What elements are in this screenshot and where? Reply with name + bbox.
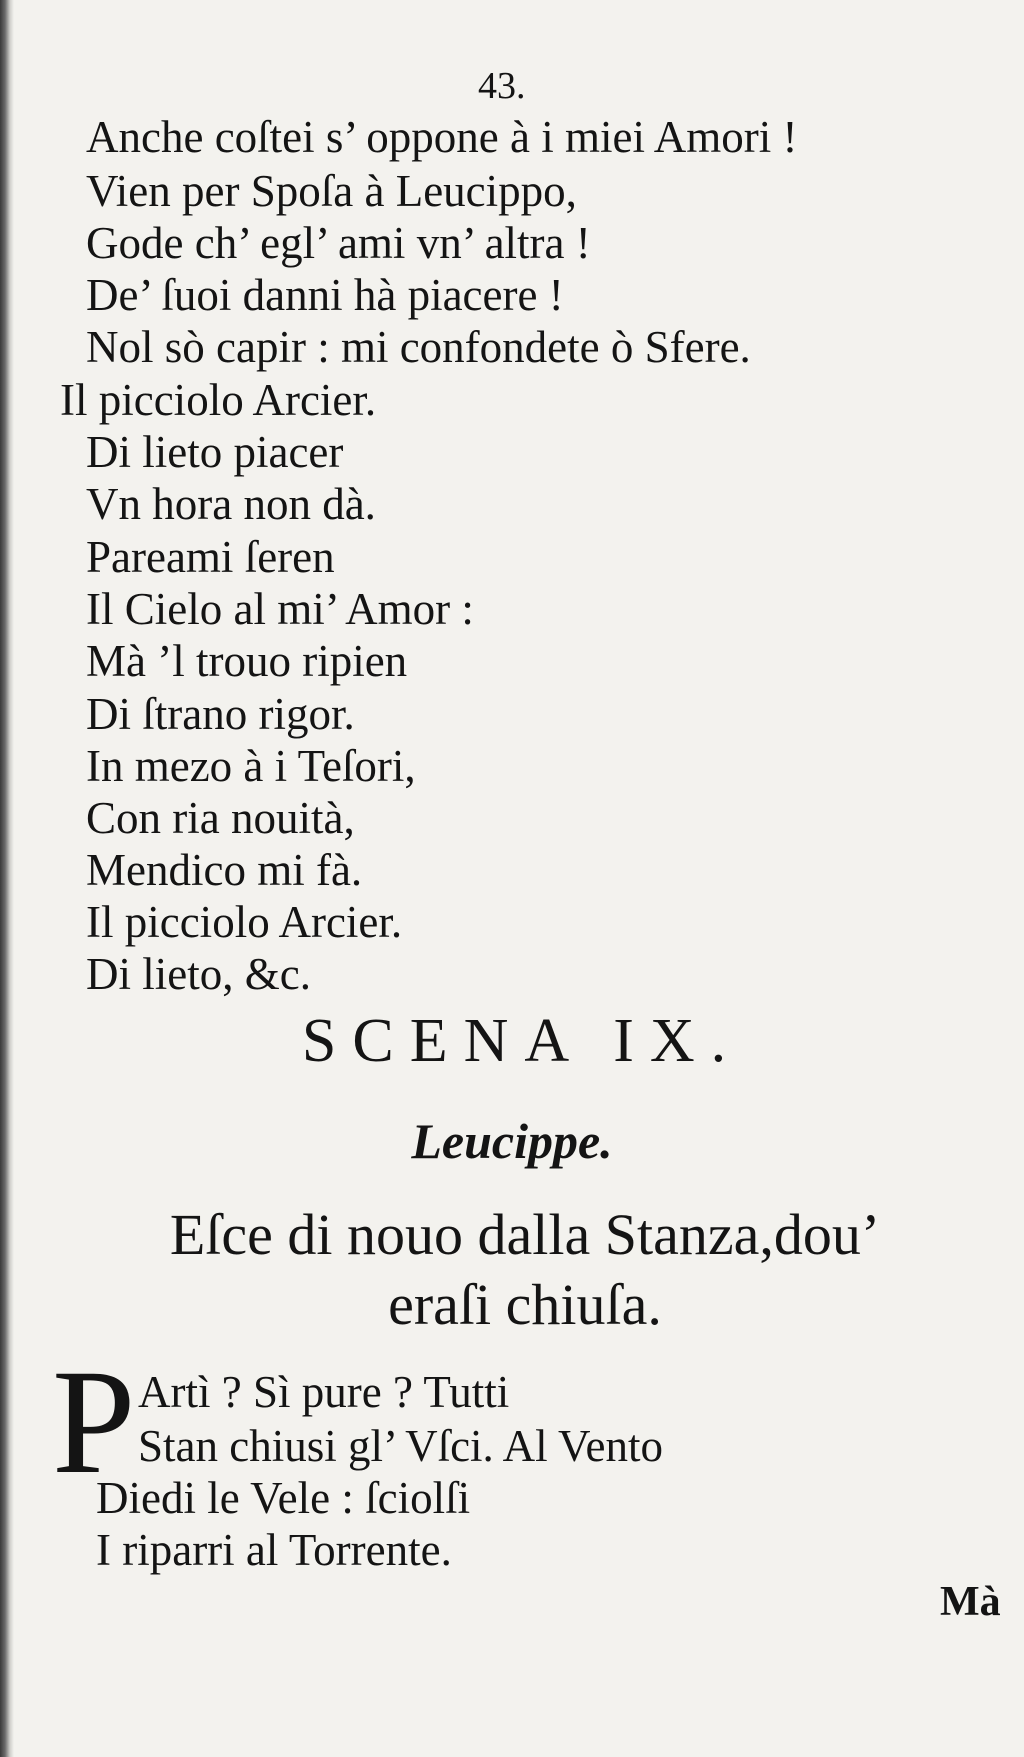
verse-line: Il picciolo Arcier. (86, 897, 403, 947)
verse-line: In mezo à i Teſori, (86, 741, 416, 791)
catchword: Mà (940, 1579, 1001, 1625)
verse-line: Mà ’l trouo ripien (86, 636, 408, 686)
verse-line: De’ ſuoi danni hà piacere ! (86, 270, 564, 320)
verse-line: Di lieto piacer (86, 427, 344, 477)
verse-line: Anche coſtei s’ oppone à i miei Amori ! (86, 112, 798, 162)
scene-title: SCENA IX. (301, 1007, 743, 1075)
verse-line: Il Cielo al mi’ Amor : (86, 584, 474, 634)
verse-line: Di lieto, &c. (86, 949, 311, 999)
verse-line: Vn hora non dà. (86, 479, 376, 529)
book-binding-edge (0, 0, 14, 1757)
character-name: Leucippe. (411, 1113, 613, 1169)
verse-line: Gode ch’ egl’ ami vn’ altra ! (86, 218, 591, 268)
drop-cap: P (52, 1339, 136, 1505)
verse-line: I riparri al Torrente. (96, 1525, 452, 1575)
stage-direction (60, 1200, 990, 1340)
verse-line: Stan chiusi gl’ Vſci. Al Vento (138, 1421, 663, 1471)
verse-line: Nol sò capir : mi confondete ò Sfere. (86, 322, 751, 372)
verse-line: Vien per Spoſa à Leucippo, (86, 166, 577, 216)
stage-direction-line: Eſce di nouo dalla Stanza,dou’ (169, 1202, 881, 1267)
stage-direction-line: eraſi chiuſa. (388, 1272, 662, 1337)
verse-line: Mendico mi fà. (86, 845, 363, 895)
page-number: 43. (478, 65, 526, 107)
verse-line: Diedi le Vele : ſciolſi (96, 1473, 471, 1523)
verse-line: Pareami ſeren (86, 532, 335, 582)
verse-line: Con ria nouità, (86, 793, 355, 843)
verse-line: Artì ? Sì pure ? Tutti (138, 1367, 510, 1417)
verse-line: Di ſtrano rigor. (86, 689, 355, 739)
verse-line: Il picciolo Arcier. (60, 375, 377, 425)
